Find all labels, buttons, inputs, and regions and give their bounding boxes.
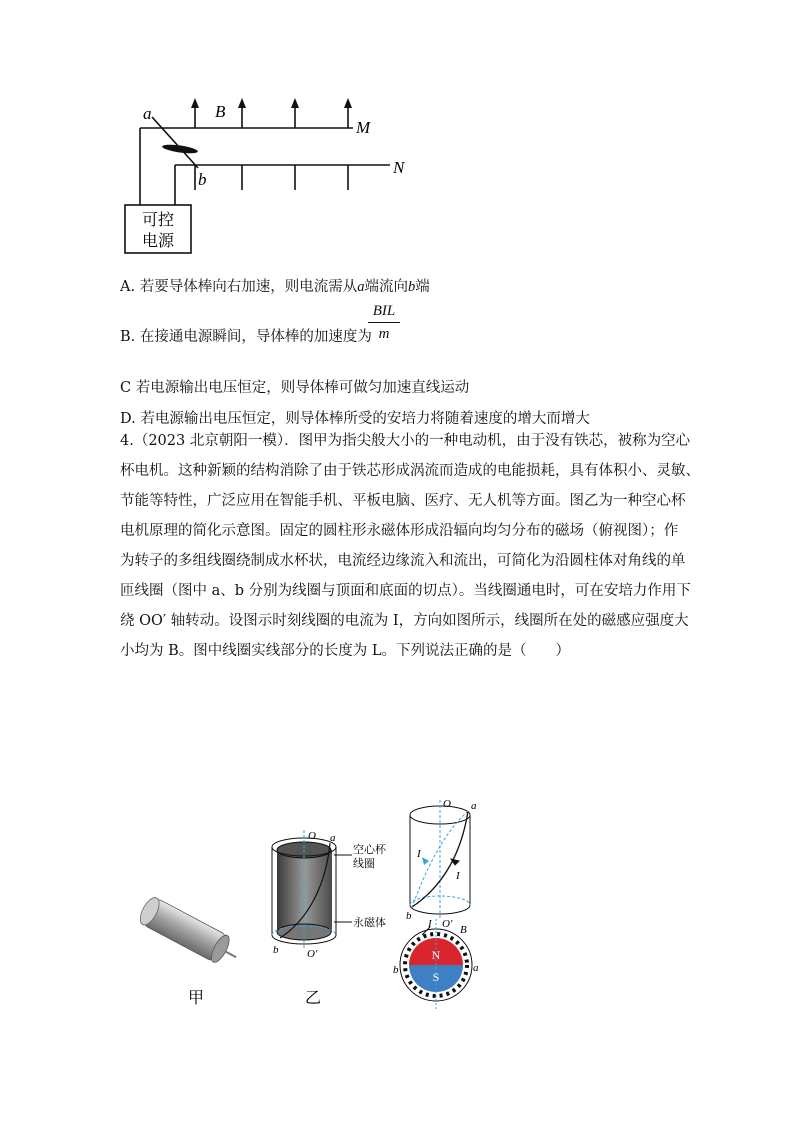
q4-line-3: 节能等特性，广泛应用在智能手机、平板电脑、医疗、无人机等方面。图乙为一种空心杯 [120,493,686,509]
caption-jia: 甲 [188,990,205,1007]
source-label-line2: 电源 [141,233,175,250]
label-cup-coil-1: 空心杯 [353,844,386,856]
q4-line-7: 绕 OO′ 轴转动。设图示时刻线圈的电流为 I，方向如图所示，线圈所在处的磁感应强度大 [120,613,689,629]
label-o-prime-right: O′ [442,918,453,930]
option-d: D. 若电源输出电压恒定，则导体棒所受的安培力将随着速度的增大而增大 [120,411,590,427]
q4-line-2: 杯电机。这种新颖的结构消除了由于铁芯形成涡流而造成的电能损耗，具有体积小、灵敏、 [120,463,700,479]
label-i-topview: I [428,918,432,930]
label-o-prime-left: O′ [307,948,318,960]
single-coil-cylinder [410,800,470,920]
label-b-left: b [273,944,279,956]
label-b-topview: b [393,964,399,976]
label-rail-N: N [393,158,405,177]
fraction-denominator: m [378,326,390,342]
q4-line-8: 小均为 B。图中线圈实线部分的长度为 L。下列说法正确的是（ ） [120,643,571,659]
question-4-text [120,426,700,666]
label-field-b: B [460,924,467,936]
label-a-left: a [330,832,336,844]
fraction-bil-over-m [368,302,400,343]
label-magnet: 永磁体 [353,917,386,929]
motor-photo [136,895,243,971]
label-b-right: b [406,910,412,922]
q4-line-4: 电机原理的简化示意图。固定的圆柱形永磁体形成沿辐向均匀分布的磁场（俯视图）；作 [120,523,679,539]
label-a-topview: a [473,962,479,974]
fraction-numerator: BIL [368,302,400,323]
label-a-right: a [471,800,477,812]
source-label-line1: 可控 [141,212,175,229]
label-current-dashed: I [417,848,421,860]
label-o-left: O [308,830,316,842]
label-field-B: B [215,102,226,121]
label-b: b [198,170,207,189]
label-a: a [143,104,152,123]
pole-s: S [432,970,440,984]
q4-line-5: 为转子的多组线圈绕制成水杯状，电流经边缘流入和流出，可简化为沿圆柱体对角线的单 [120,553,686,569]
coreless-motor-figure [130,795,510,1015]
option-a: A. 若要导体棒向右加速，则电流需从a端流向b端 [120,279,430,295]
q4-line-1: 4.（2023 北京朝阳一模）．图甲为指尖般大小的一种电动机，由于没有铁芯，被称为空心 [120,433,691,449]
rail-circuit-figure [110,95,430,255]
option-c: C 若电源输出电压恒定，则导体棒可做匀加速直线运动 [120,380,470,396]
label-o-right: O [443,798,451,810]
pole-n: N [431,948,441,962]
caption-yi: 乙 [305,990,322,1007]
label-cup-coil-2: 线圈 [353,858,375,870]
label-rail-M: M [356,118,371,137]
cup-coil-diagram [272,830,352,950]
q4-line-6: 匝线圈（图中 a、b 分别为线圈与顶面和底面的切点）。当线圈通电时，可在安培力作用下 [120,583,691,599]
label-current-solid: I [456,870,460,882]
option-b: B. 在接通电源瞬间，导体棒的加速度为 [120,329,372,345]
